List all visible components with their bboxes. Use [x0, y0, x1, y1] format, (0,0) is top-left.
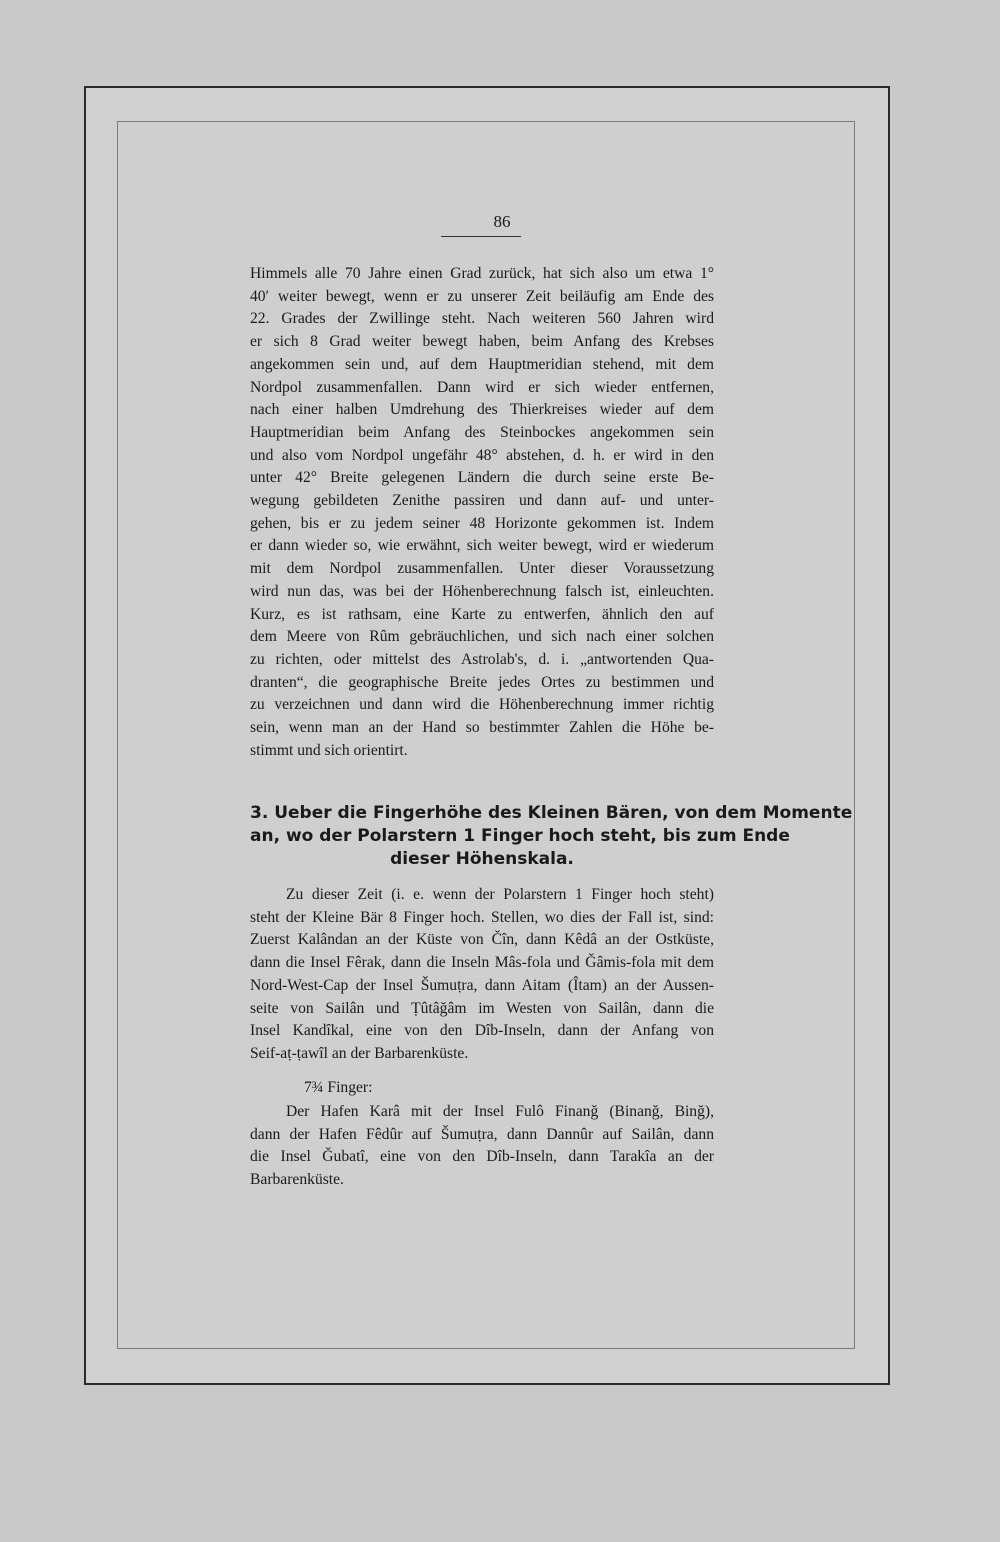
paragraph-3-line: dann der Hafen Fêdûr auf Šumuṭra, dann Dannûr auf Sailân, dann: [250, 1125, 714, 1143]
section-heading-line: dieser Höhenskala.: [390, 849, 574, 869]
paragraph-1-line: er dann wieder so, wie erwähnt, sich weiter bewegt, wird er wiederum: [250, 537, 714, 555]
paragraph-1-line: wird nun das, was bei der Höhenberechnung falsch ist, einleuchten.: [250, 582, 714, 600]
paragraph-2-line: dann die Insel Fêrak, dann die Inseln Mâs-fola und Ǧâmis-fola mit dem: [250, 954, 714, 972]
paragraph-3-line: die Insel Ǧubatî, eine von den Dîb-Inseln, dann Tarakîa an der: [250, 1148, 714, 1166]
paragraph-1-line: er sich 8 Grad weiter bewegt haben, beim Anfang des Krebses: [250, 333, 714, 351]
paragraph-1-line: dem Meere von Rûm gebräuchlichen, und sich nach einer solchen: [250, 628, 714, 646]
paragraph-1-line: zu richten, oder mittelst des Astrolab's, d. i. „antwortenden Qua-: [250, 650, 714, 668]
paragraph-1-line: mit dem Nordpol zusammenfallen. Unter dieser Voraussetzung: [250, 560, 714, 578]
paragraph-2-line: Insel Kandîkal, eine von den Dîb-Inseln, dann der Anfang von: [250, 1022, 714, 1040]
paragraph-1-line: 40′ weiter bewegt, wenn er zu unserer Zeit beiläufig am Ende des: [250, 287, 714, 305]
paragraph-1-line: angekommen sein und, auf dem Hauptmeridian stehend, mit dem: [250, 355, 714, 373]
paragraph-3-heading: 7¾ Finger:: [304, 1079, 373, 1096]
section-heading-line: 3. Ueber die Fingerhöhe des Kleinen Bären, von dem Momente: [250, 803, 853, 823]
paragraph-1-line: Nordpol zusammenfallen. Dann wird er sich wieder entfernen,: [250, 378, 714, 396]
paragraph-1-line: Himmels alle 70 Jahre einen Grad zurück, hat sich also um etwa 1°: [250, 265, 714, 282]
paragraph-1-line: sein, wenn man an der Hand so bestimmter Zahlen die Höhe be-: [250, 719, 714, 737]
paragraph-2-line: Nord-West-Cap der Insel Šumuṭra, dann Aitam (Îtam) an der Aussen-: [250, 976, 714, 994]
paragraph-1-line: und also vom Nordpol ungefähr 48° abstehen, d. h. er wird in den: [250, 446, 714, 464]
paragraph-2-line: steht der Kleine Bär 8 Finger hoch. Stellen, wo dies der Fall ist, sind:: [250, 908, 714, 926]
paragraph-2: [250, 884, 714, 1066]
paragraph-2-line: seite von Sailân und Ṭûtâǧâm im Westen von Sailân, dann die: [250, 999, 714, 1017]
section-heading-line: an, wo der Polarstern 1 Finger hoch steht, bis zum Ende: [250, 826, 790, 846]
paragraph-1-line: wegung gebildeten Zenithe passiren und dann auf- und unter-: [250, 492, 714, 510]
paragraph-1: [250, 263, 714, 762]
section-heading: [250, 802, 853, 871]
paragraph-1-line: gehen, bis er zu jedem seiner 48 Horizonte gekommen ist. Indem: [250, 514, 714, 532]
paragraph-1-line: stimmt und sich orientirt.: [250, 741, 408, 759]
paragraph-1-line: dranten“, die geographische Breite jedes Ortes zu bestimmen und: [250, 673, 714, 691]
paragraph-3-line: Barbarenküste.: [250, 1171, 344, 1189]
paragraph-1-line: Kurz, es ist rathsam, eine Karte zu entwerfen, ähnlich den auf: [250, 605, 714, 623]
paragraph-1-line: Hauptmeridian beim Anfang des Steinbockes angekommen sein: [250, 423, 714, 441]
page-number-rule: [441, 236, 521, 237]
paragraph-2-line: Zu dieser Zeit (i. e. wenn der Polarstern 1 Finger hoch steht): [286, 886, 714, 903]
paragraph-1-line: nach einer halben Umdrehung des Thierkreises wieder auf dem: [250, 401, 714, 419]
paragraph-2-line: Seif-aṭ-ṭawîl an der Barbarenküste.: [250, 1044, 469, 1062]
paragraph-3-heading-block: [250, 1077, 714, 1100]
paragraph-1-line: unter 42° Breite gelegenen Ländern die durch seine erste Be-: [250, 469, 714, 487]
page-number: 86: [493, 212, 511, 231]
paragraph-2-line: Zuerst Kalândan an der Küste von Čîn, dann Kêdâ an der Ostküste,: [250, 931, 714, 949]
paragraph-3-line: Der Hafen Karâ mit der Insel Fulô Finanǧ (Binanǧ, Binǧ),: [286, 1103, 714, 1120]
paragraph-1-line: 22. Grades der Zwillinge steht. Nach weiteren 560 Jahren wird: [250, 310, 714, 328]
paragraph-3: [250, 1101, 714, 1192]
paragraph-1-line: zu verzeichnen und dann wird die Höhenberechnung immer richtig: [250, 696, 714, 714]
